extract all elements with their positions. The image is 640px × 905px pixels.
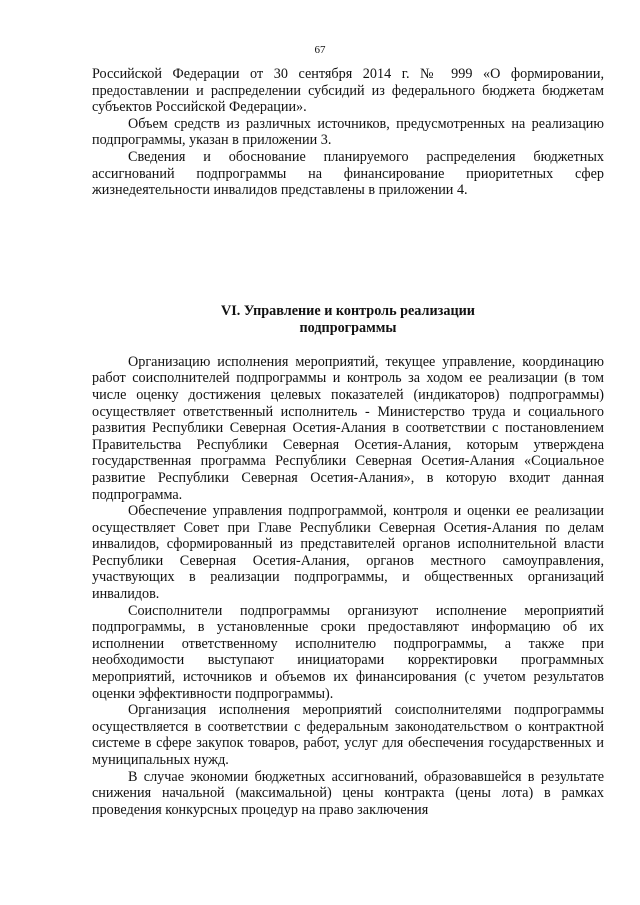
section-heading-line-2: подпрограммы — [299, 319, 397, 336]
intro-paragraph-1: Российской Федерации от 30 сентября 2014 г. № 999 «О формировании, предоставлении и распределении субсидий из федерального бюджета бюджетам субъектов Российской Федерации». — [92, 66, 604, 116]
section-heading-line-1: VI. Управление и контроль реализации — [221, 302, 475, 319]
page-content — [92, 66, 604, 818]
intro-paragraph-3: Сведения и обоснование планируемого распределения бюджетных ассигнований подпрограммы на финансирование приоритетных сфер жизнедеятельности инвалидов представлены в приложении 4. — [92, 148, 604, 199]
section-paragraph-2: Обеспечение управления подпрограммой, контроля и оценки ее реализации осуществляет Совет при Главе Республики Северная Осетия-Алания по делам инвалидов, сформированный из представителей органов исполнительной власти Республики Северная Осетия-Алания, органов местного самоуправления, участвующих в реализации подпрограммы, и общественных организаций инвалидов. — [92, 503, 604, 603]
section-heading — [92, 303, 604, 337]
page-number: 67 — [314, 44, 326, 56]
section-paragraph-1: Организацию исполнения мероприятий, текущее управление, координацию работ соисполнителей подпрограммы и контроль за ходом ее реализации (в том числе оценку достижения целевых показателей (индикаторов) подпрограммы) осуществляет ответственный исполнитель - Министерство труда и социального развития Республики Северная Осетия-Алания в соответствии с постановлением Правительства Республики Северная Осетия-Алания, которым утверждена государственная программа Республики Северная Осетия-Алания «Социальное развитие Республики Северная Осетия-Алания», в которую входит данная подпрограмма. — [92, 353, 604, 503]
section-paragraph-4: Организация исполнения мероприятий соисполнителями подпрограммы осуществляется в соответствии с федеральным законодательством о контрактной системе в сфере закупок товаров, работ, услуг для обеспечения государственных и муниципальных нужд. — [92, 702, 604, 768]
intro-paragraph-2: Объем средств из различных источников, предусмотренных на реализацию подпрограммы, указан в приложении 3. — [92, 115, 604, 149]
section-spacer — [92, 199, 604, 303]
section-paragraph-5: В случае экономии бюджетных ассигнований, образовавшейся в результате снижения начальной (максимальной) цены контракта (цены лота) в рамках проведения конкурсных процедур на право заключения — [92, 768, 604, 818]
section-paragraph-3: Соисполнители подпрограммы организуют исполнение мероприятий подпрограммы, в установленные сроки предоставляют информацию об их исполнении ответственному исполнителю подпрограммы, а также при необходимости выступают инициаторами корректировки программных мероприятий, источников и объемов их финансирования (с учетом результатов оценки эффективности подпрограммы). — [92, 602, 604, 702]
